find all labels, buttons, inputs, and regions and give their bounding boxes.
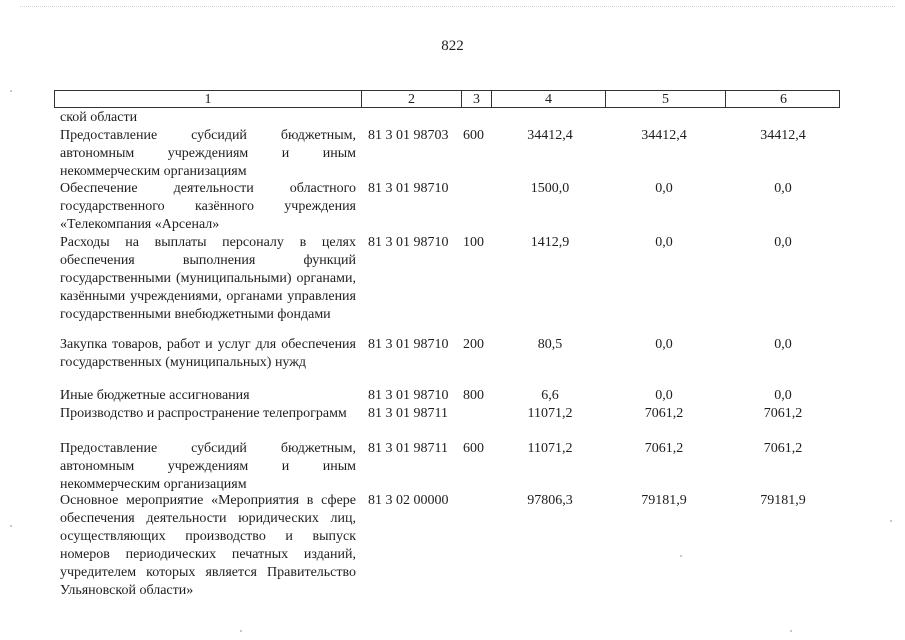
row-value-2: 7061,2 <box>644 441 684 456</box>
row-value-2: 0,0 <box>655 337 673 352</box>
row-value-1: 1500,0 <box>530 181 570 196</box>
row-code: 81 3 01 98711 <box>368 441 448 456</box>
row-code: 81 3 01 98710 <box>368 388 449 403</box>
row-type: 600 <box>463 441 484 456</box>
row-value-3: 34412,4 <box>760 128 806 143</box>
row-value-2: 0,0 <box>655 235 673 250</box>
row-name: ской области <box>60 110 138 125</box>
row-code: 81 3 01 98711 <box>368 406 448 421</box>
scan-speck <box>790 630 792 632</box>
row-name: Производство и распространение телепрограмм <box>60 406 347 421</box>
row-value-1: 80,5 <box>537 337 563 352</box>
row-value-2: 0,0 <box>655 181 673 196</box>
scan-speck <box>10 90 12 92</box>
row-value-2: 0,0 <box>655 388 673 403</box>
row-value-1: 11071,2 <box>527 406 573 421</box>
row-value-3: 7061,2 <box>763 441 803 456</box>
row-value-2: 34412,4 <box>641 128 687 143</box>
row-name: Расходы на выплаты персоналу в целях обеспечения выполнения функций государственными (муниципальными) органами, казёнными учреждениями, органами управления государственными внебюджетными фондами <box>60 235 356 322</box>
row-code: 81 3 01 98710 <box>368 235 449 250</box>
row-value-3: 0,0 <box>774 235 792 250</box>
row-value-1: 6,6 <box>541 388 559 403</box>
row-name: Предоставление субсидий бюджетным, автономным учреждениям и иным некоммерческим организациям <box>60 128 356 179</box>
row-value-1: 11071,2 <box>527 441 573 456</box>
row-value-2: 79181,9 <box>641 493 687 508</box>
header-col-6: 6 <box>725 91 841 107</box>
row-value-1: 1412,9 <box>530 235 570 250</box>
page-number: 822 <box>441 38 464 54</box>
row-name: Обеспечение деятельности областного государственного казённого учреждения «Телекомпания «Арсенал» <box>60 181 356 232</box>
row-name: Основное мероприятие «Мероприятия в сфере обеспечения деятельности юридических лиц, осуществляющих производство и выпуск номеров периодических печатных изданий, учредителем которых является Правительство Ульяновской области» <box>60 493 356 598</box>
scan-speck <box>680 555 682 557</box>
scan-speck <box>10 525 12 527</box>
row-name: Закупка товаров, работ и услуг для обеспечения государственных (муниципальных) нужд <box>60 337 356 370</box>
scan-speck <box>890 520 892 522</box>
row-value-3: 0,0 <box>774 337 792 352</box>
row-value-1: 97806,3 <box>527 493 573 508</box>
row-type: 800 <box>463 388 484 403</box>
row-name: Предоставление субсидий бюджетным, автономным учреждениям и иным некоммерческим организациям <box>60 441 356 492</box>
header-col-2: 2 <box>361 91 461 107</box>
table-header <box>54 90 840 108</box>
row-value-3: 7061,2 <box>763 406 803 421</box>
row-value-1: 34412,4 <box>527 128 573 143</box>
row-name: Иные бюджетные ассигнования <box>60 388 250 403</box>
row-type: 600 <box>463 128 484 143</box>
row-type: 100 <box>463 235 484 250</box>
header-col-4: 4 <box>491 91 605 107</box>
row-value-3: 79181,9 <box>760 493 806 508</box>
row-code: 81 3 01 98710 <box>368 337 449 352</box>
header-col-5: 5 <box>605 91 725 107</box>
row-value-3: 0,0 <box>774 388 792 403</box>
row-value-3: 0,0 <box>774 181 792 196</box>
scan-speck <box>240 630 242 632</box>
row-code: 81 3 01 98710 <box>368 181 449 196</box>
header-col-1: 1 <box>204 92 212 107</box>
row-code: 81 3 01 98703 <box>368 128 449 143</box>
row-type: 200 <box>463 337 484 352</box>
row-code: 81 3 02 00000 <box>368 493 449 508</box>
scan-noise-line <box>20 6 895 9</box>
row-value-2: 7061,2 <box>644 406 684 421</box>
header-col-3: 3 <box>461 91 491 107</box>
